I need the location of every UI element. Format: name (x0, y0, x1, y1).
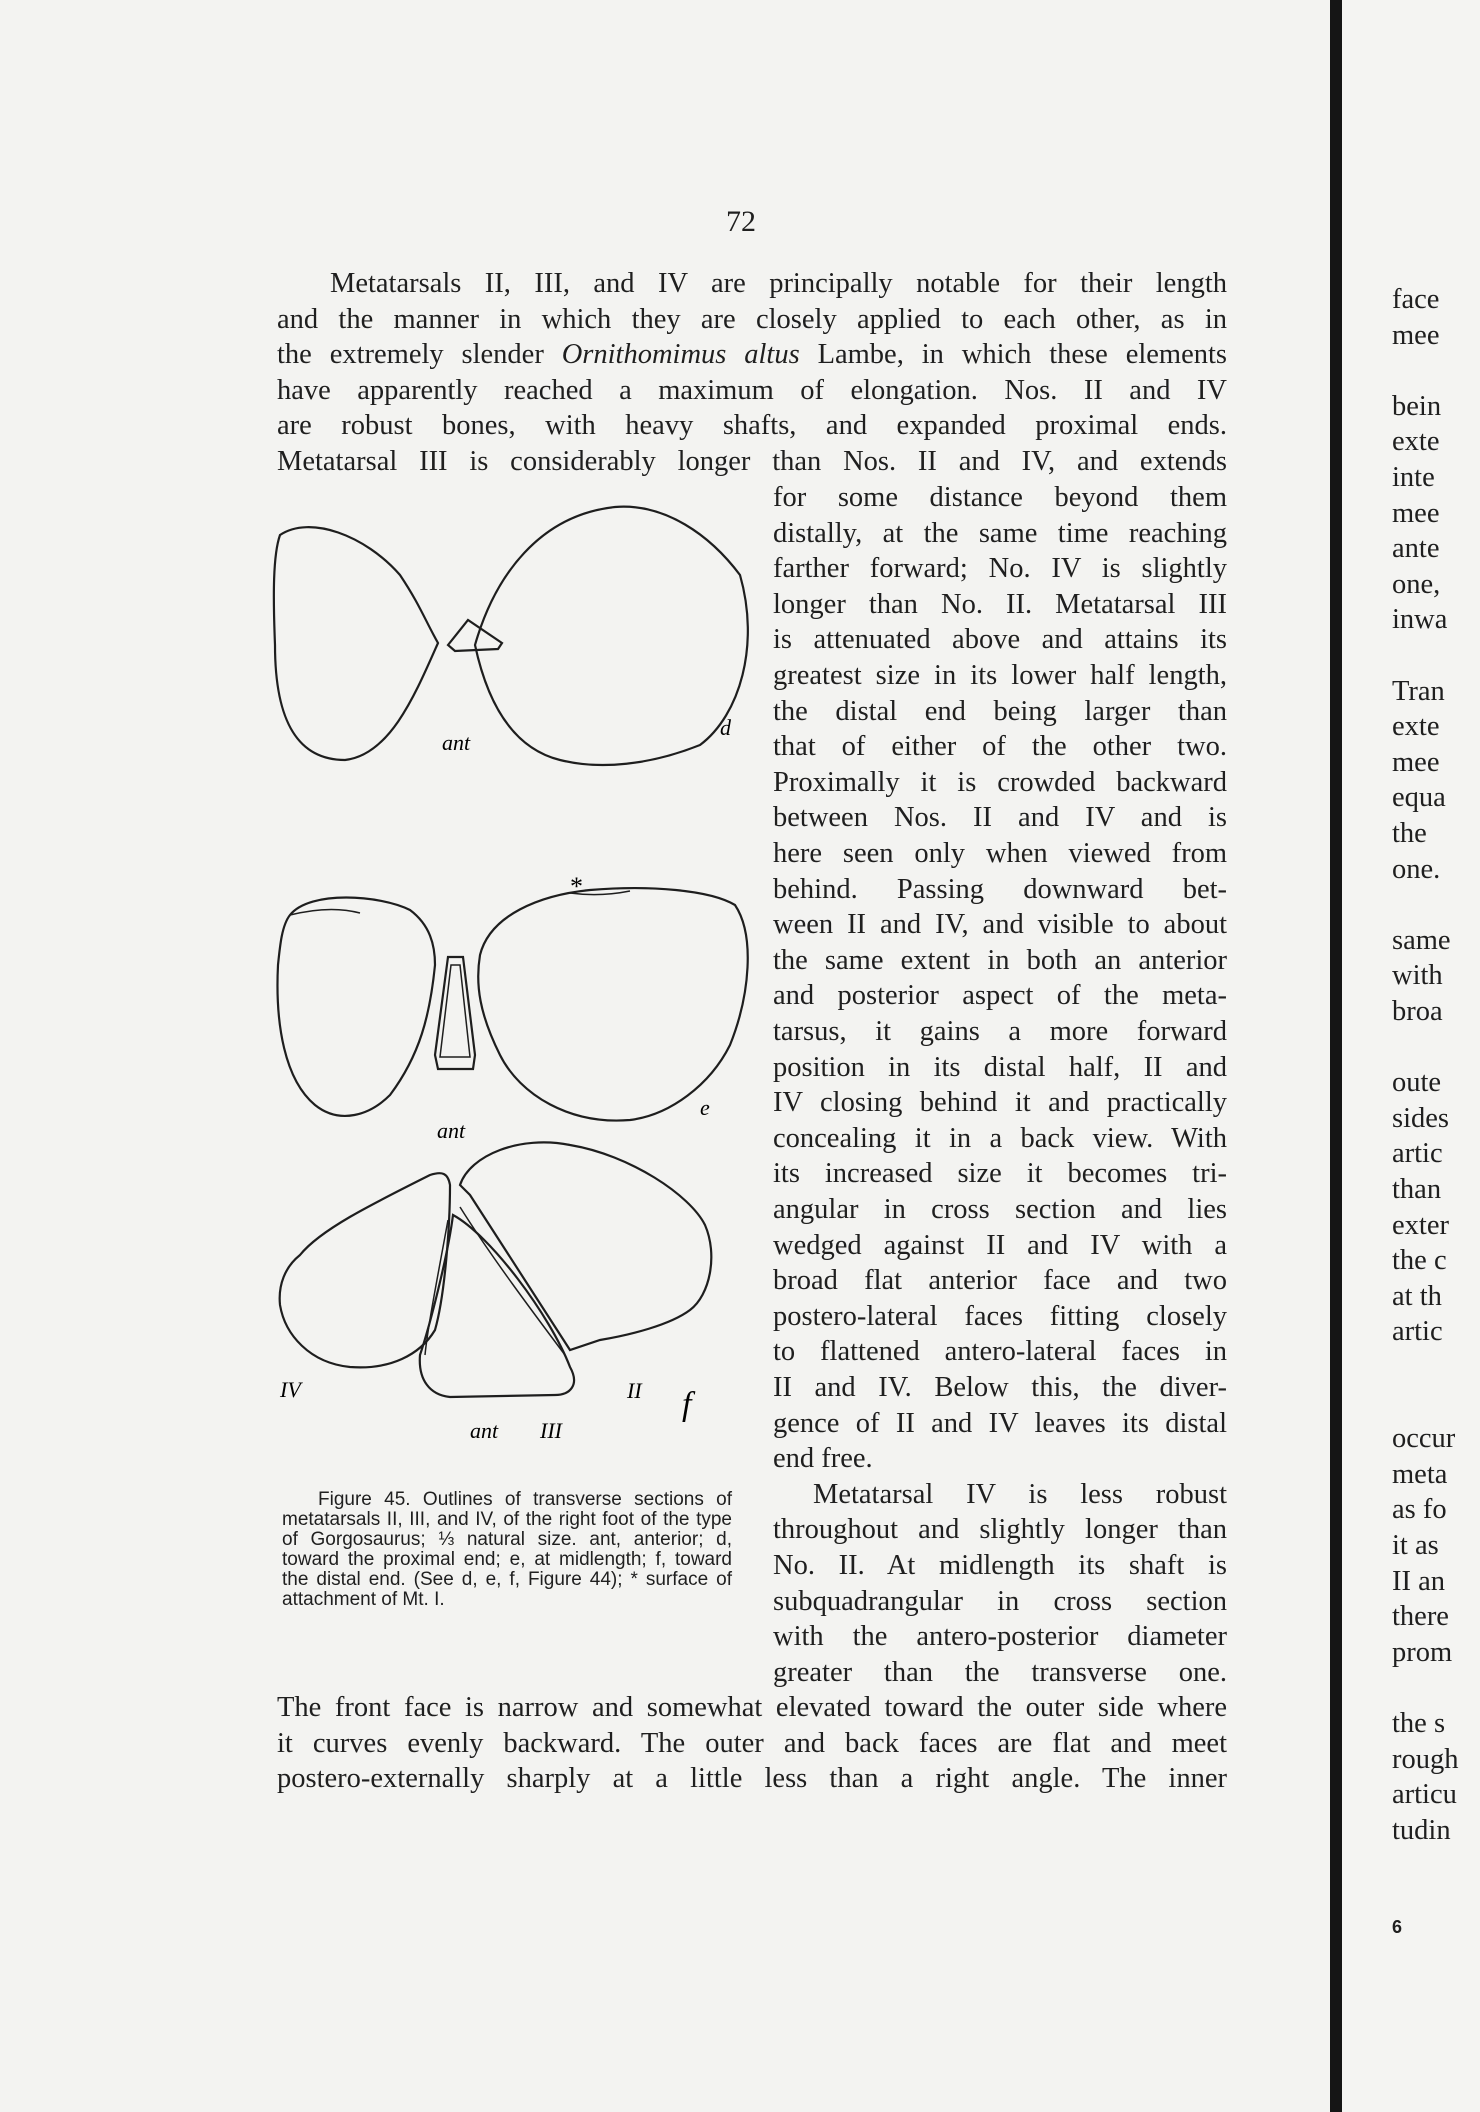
text-line: the extremely slender Ornithomimus altus Lambe, in which these elements (277, 339, 1227, 371)
right-fragment: sides (1392, 1102, 1449, 1134)
right-fragment: articu (1392, 1779, 1457, 1811)
figure-caption (282, 1490, 732, 1610)
right-fragment: Tran (1392, 675, 1445, 707)
right-fragment: exte (1392, 426, 1440, 458)
text-line: throughout and slightly longer than (773, 1514, 1227, 1546)
text-line: gence of II and IV leaves its distal (773, 1407, 1227, 1439)
text-line: subquadrangular in cross section (773, 1585, 1227, 1617)
text-line: with the antero-posterior diameter (773, 1621, 1227, 1653)
right-fragment: exter (1392, 1209, 1449, 1241)
right-fragment: as fo (1392, 1494, 1447, 1526)
figure-45-outlines (270, 495, 760, 1455)
text-line: have apparently reached a maximum of elongation. Nos. II and IV (277, 374, 1227, 406)
right-fragment: than (1392, 1174, 1442, 1205)
label-f: f (682, 1386, 692, 1423)
right-fragment: one. (1392, 853, 1441, 885)
label-e-ant: ant (437, 1118, 466, 1143)
right-fragment: ante (1392, 533, 1440, 565)
text-line: longer than No. II. Metatarsal III (773, 588, 1227, 620)
right-fragment: prom (1392, 1636, 1453, 1668)
text-line: Metatarsals II, III, and IV are principally notable for their length (330, 268, 1227, 299)
right-fragment: bein (1392, 390, 1442, 422)
section-d-mt2 (274, 527, 438, 760)
label-f-ii: II (627, 1378, 642, 1403)
text-line: here seen only when viewed from (773, 838, 1227, 869)
text-line: postero-externally sharply at a little less than a right angle. The inner (277, 1763, 1227, 1795)
right-fragment: broa (1392, 996, 1443, 1027)
text-line: ween II and IV, and visible to about (773, 909, 1227, 941)
right-fragment: there (1392, 1601, 1449, 1633)
label-f-iii: III (540, 1418, 562, 1443)
text-line: The front face is narrow and somewhat elevated toward the outer side where (277, 1692, 1227, 1723)
right-fragment: face (1392, 284, 1440, 315)
text-line: are robust bones, with heavy shafts, and expanded proximal ends. (277, 410, 1227, 442)
text-line: Metatarsal III is considerably longer than Nos. II and IV, and extends (277, 446, 1227, 477)
label-f-iv: IV (280, 1377, 301, 1402)
right-fragment: it as (1392, 1530, 1439, 1561)
text-line: wedged against II and IV with a (773, 1229, 1227, 1261)
right-fragment: artic (1392, 1138, 1443, 1170)
section-f-mt3 (420, 1215, 574, 1397)
right-fragment: inte (1392, 462, 1435, 493)
text-line: to flattened antero-lateral faces in (773, 1336, 1227, 1368)
right-fragment: inwa (1392, 604, 1448, 636)
right-fragment: tudin (1392, 1814, 1451, 1846)
section-f-mt2 (460, 1142, 711, 1350)
right-fragment: exte (1392, 711, 1440, 743)
right-fragment: occur (1392, 1423, 1456, 1455)
text-line: the same extent in both an anterior (773, 944, 1227, 976)
attachment-star: * (570, 872, 583, 901)
text-line: greater than the transverse one. (773, 1656, 1227, 1688)
book-spine (1330, 0, 1342, 2112)
text-line: it curves evenly backward. The outer and back faces are flat and meet (277, 1727, 1227, 1759)
text-line: and the manner in which they are closely applied to each other, as in (277, 303, 1227, 335)
right-fragment: same (1392, 924, 1451, 956)
right-fragment: oute (1392, 1067, 1442, 1099)
section-e-mt2 (277, 898, 435, 1116)
text-line: behind. Passing downward bet- (773, 873, 1227, 905)
section-e-mt4 (478, 888, 748, 1120)
text-line: Metatarsal IV is less robust (813, 1478, 1227, 1510)
text-line: end free. (773, 1443, 873, 1475)
text-line: the distal end being larger than (773, 695, 1227, 727)
right-fragment: mee (1392, 746, 1440, 778)
label-d: d (720, 715, 731, 740)
text-line: position in its distal half, II and (773, 1051, 1227, 1083)
right-fragment: II an (1392, 1565, 1446, 1597)
right-fragment: at th (1392, 1280, 1442, 1312)
text-line: and posterior aspect of the meta- (773, 980, 1227, 1012)
section-d-mt4 (475, 507, 748, 765)
caption-text: Figure 45. Outlines of transverse sections of metatarsals II, III, and IV, of the right foot of the type of Gorgosaurus; ⅓ natural size. ant, anterior; d, toward the proximal end; e, at midlength; f, toward the distal end. (See d, e, f, Figure 44); * surface of attachment of Mt. I. (282, 1489, 732, 1610)
text-line: broad flat anterior face and two (773, 1265, 1227, 1297)
text-line: angular in cross section and lies (773, 1194, 1227, 1225)
text-line: No. II. At midlength its shaft is (773, 1550, 1227, 1581)
label-f-ant: ant (470, 1418, 499, 1443)
right-fragment: artic (1392, 1316, 1443, 1348)
right-page-footer: 6 (1392, 1917, 1403, 1937)
text-line: greatest size in its lower half length, (773, 660, 1227, 691)
text-line: distally, at the same time reaching (773, 517, 1227, 549)
text-line: postero-lateral faces fitting closely (773, 1300, 1227, 1332)
text-line: for some distance beyond them (773, 482, 1227, 513)
text-line: Proximally it is crowded backward (773, 766, 1227, 798)
text-line: farther forward; No. IV is slightly (773, 553, 1227, 585)
right-fragment: meta (1392, 1458, 1448, 1490)
right-fragment: the (1392, 818, 1427, 849)
text-line: its increased size it becomes tri- (773, 1158, 1227, 1190)
right-fragment: with (1392, 960, 1443, 992)
right-fragment: equa (1392, 782, 1446, 814)
label-d-ant: ant (442, 730, 471, 755)
text-line: tarsus, it gains a more forward (773, 1016, 1227, 1047)
label-e: e (700, 1095, 710, 1120)
text-line: IV closing behind it and practically (773, 1087, 1227, 1119)
right-fragment: the c (1392, 1245, 1447, 1277)
right-fragment: the s (1392, 1708, 1446, 1739)
right-fragment: one, (1392, 568, 1441, 600)
right-fragment: mee (1392, 497, 1440, 529)
right-fragment: mee (1392, 319, 1440, 351)
text-line: concealing it in a back view. With (773, 1122, 1227, 1154)
text-line: is attenuated above and attains its (773, 624, 1227, 656)
page-number: 72 (726, 205, 756, 238)
text-line: between Nos. II and IV and is (773, 802, 1227, 834)
text-line: that of either of the other two. (773, 731, 1227, 763)
right-fragment: rough (1392, 1743, 1459, 1775)
text-line: II and IV. Below this, the diver- (773, 1372, 1227, 1403)
